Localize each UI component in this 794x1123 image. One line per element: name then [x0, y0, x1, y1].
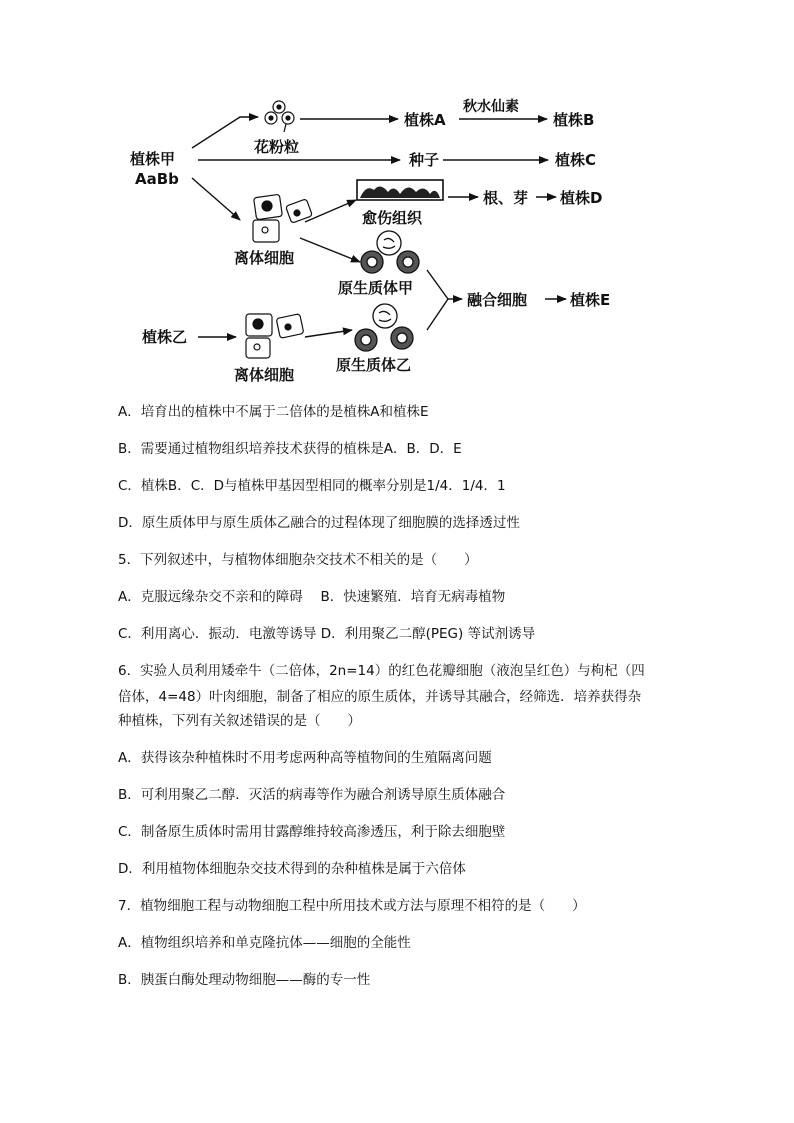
- isolated-cells-2-icon: [246, 314, 304, 358]
- plant-e-label: 植株E: [570, 291, 611, 309]
- plant-d-label: 植株D: [560, 189, 603, 207]
- q5-options-cd: C．利用离心．振动．电激等诱导 D．利用聚乙二醇(PEG) 等试剂诱导: [118, 626, 536, 642]
- q6-stem-line3: 种植株，下列有关叙述错误的是（ ）: [118, 713, 361, 729]
- pollen-label: 花粉粒: [254, 138, 300, 156]
- plant-b-label: 植株B: [553, 111, 595, 129]
- q4-option-a: A．培育出的植株中不属于二倍体的是植株A和植株E: [118, 404, 429, 420]
- pollen-grains-icon: [265, 101, 294, 132]
- colchicine-label: 秋水仙素: [463, 99, 519, 115]
- q4-option-b: B．需要通过植物组织培养技术获得的植株是A．B．D．E: [118, 441, 462, 457]
- protoplast-yi-icon: [355, 304, 413, 351]
- isolated-cells-2-label: 离体细胞: [234, 366, 295, 384]
- callus-icon: [357, 180, 443, 200]
- q4-option-c: C．植株B．C．D与植株甲基因型相同的概率分别是1/4．1/4．1: [118, 478, 506, 494]
- q6-option-d: D．利用植物体细胞杂交技术得到的杂种植株是属于六倍体: [118, 861, 466, 877]
- q6-option-b: B．可利用聚乙二醇．灭活的病毒等作为融合剂诱导原生质体融合: [118, 787, 506, 803]
- plant-a-label: 植株A: [404, 111, 446, 129]
- q7-option-a: A．植物组织培养和单克隆抗体——细胞的全能性: [118, 935, 411, 951]
- root-bud-label: 根、芽: [483, 189, 529, 207]
- q5-options-ab: A．克服远缘杂交不亲和的障碍 B．快速繁殖．培育无病毒植物: [118, 589, 506, 605]
- seed-label: 种子: [409, 151, 440, 169]
- protoplast-jia-icon: [361, 231, 419, 273]
- isolated-cells-icon: [253, 194, 312, 242]
- isolated-cells-1-label: 离体细胞: [234, 249, 295, 267]
- q7-stem: 7．植物细胞工程与动物细胞工程中所用技术或方法与原理不相符的是（ ）: [118, 898, 586, 914]
- q6-stem-line2: 倍体，4=48）叶肉细胞，制备了相应的原生质体，并诱导其融合，经筛选．培养获得杂: [118, 689, 642, 705]
- protoplast-yi-label: 原生质体乙: [336, 356, 412, 374]
- plant-jia-label: 植株甲: [130, 150, 176, 168]
- q5-stem: 5．下列叙述中，与植物体细胞杂交技术不相关的是（ ）: [118, 552, 478, 568]
- plant-yi-label: 植株乙: [142, 328, 188, 346]
- q7-option-b: B．胰蛋白酶处理动物细胞——酶的专一性: [118, 972, 371, 988]
- q6-stem-line1: 6．实验人员利用矮牵牛（二倍体，2n=14）的红色花瓣细胞（液泡呈红色）与枸杞（四: [118, 663, 645, 679]
- q4-option-d: D．原生质体甲与原生质体乙融合的过程体现了细胞膜的选择透过性: [118, 515, 520, 531]
- q6-option-c: C．制备原生质体时需用甘露醇维持较高渗透压，利于除去细胞壁: [118, 824, 506, 840]
- q6-option-a: A．获得该杂种植株时不用考虑两种高等植物间的生殖隔离问题: [118, 750, 492, 766]
- plant-c-label: 植株C: [555, 151, 597, 169]
- callus-label: 愈伤组织: [362, 209, 423, 227]
- plant-breeding-diagram: [0, 0, 794, 400]
- protoplast-jia-label: 原生质体甲: [338, 279, 414, 297]
- plant-jia-genotype: AaBb: [135, 170, 179, 188]
- fused-cell-label: 融合细胞: [467, 291, 528, 309]
